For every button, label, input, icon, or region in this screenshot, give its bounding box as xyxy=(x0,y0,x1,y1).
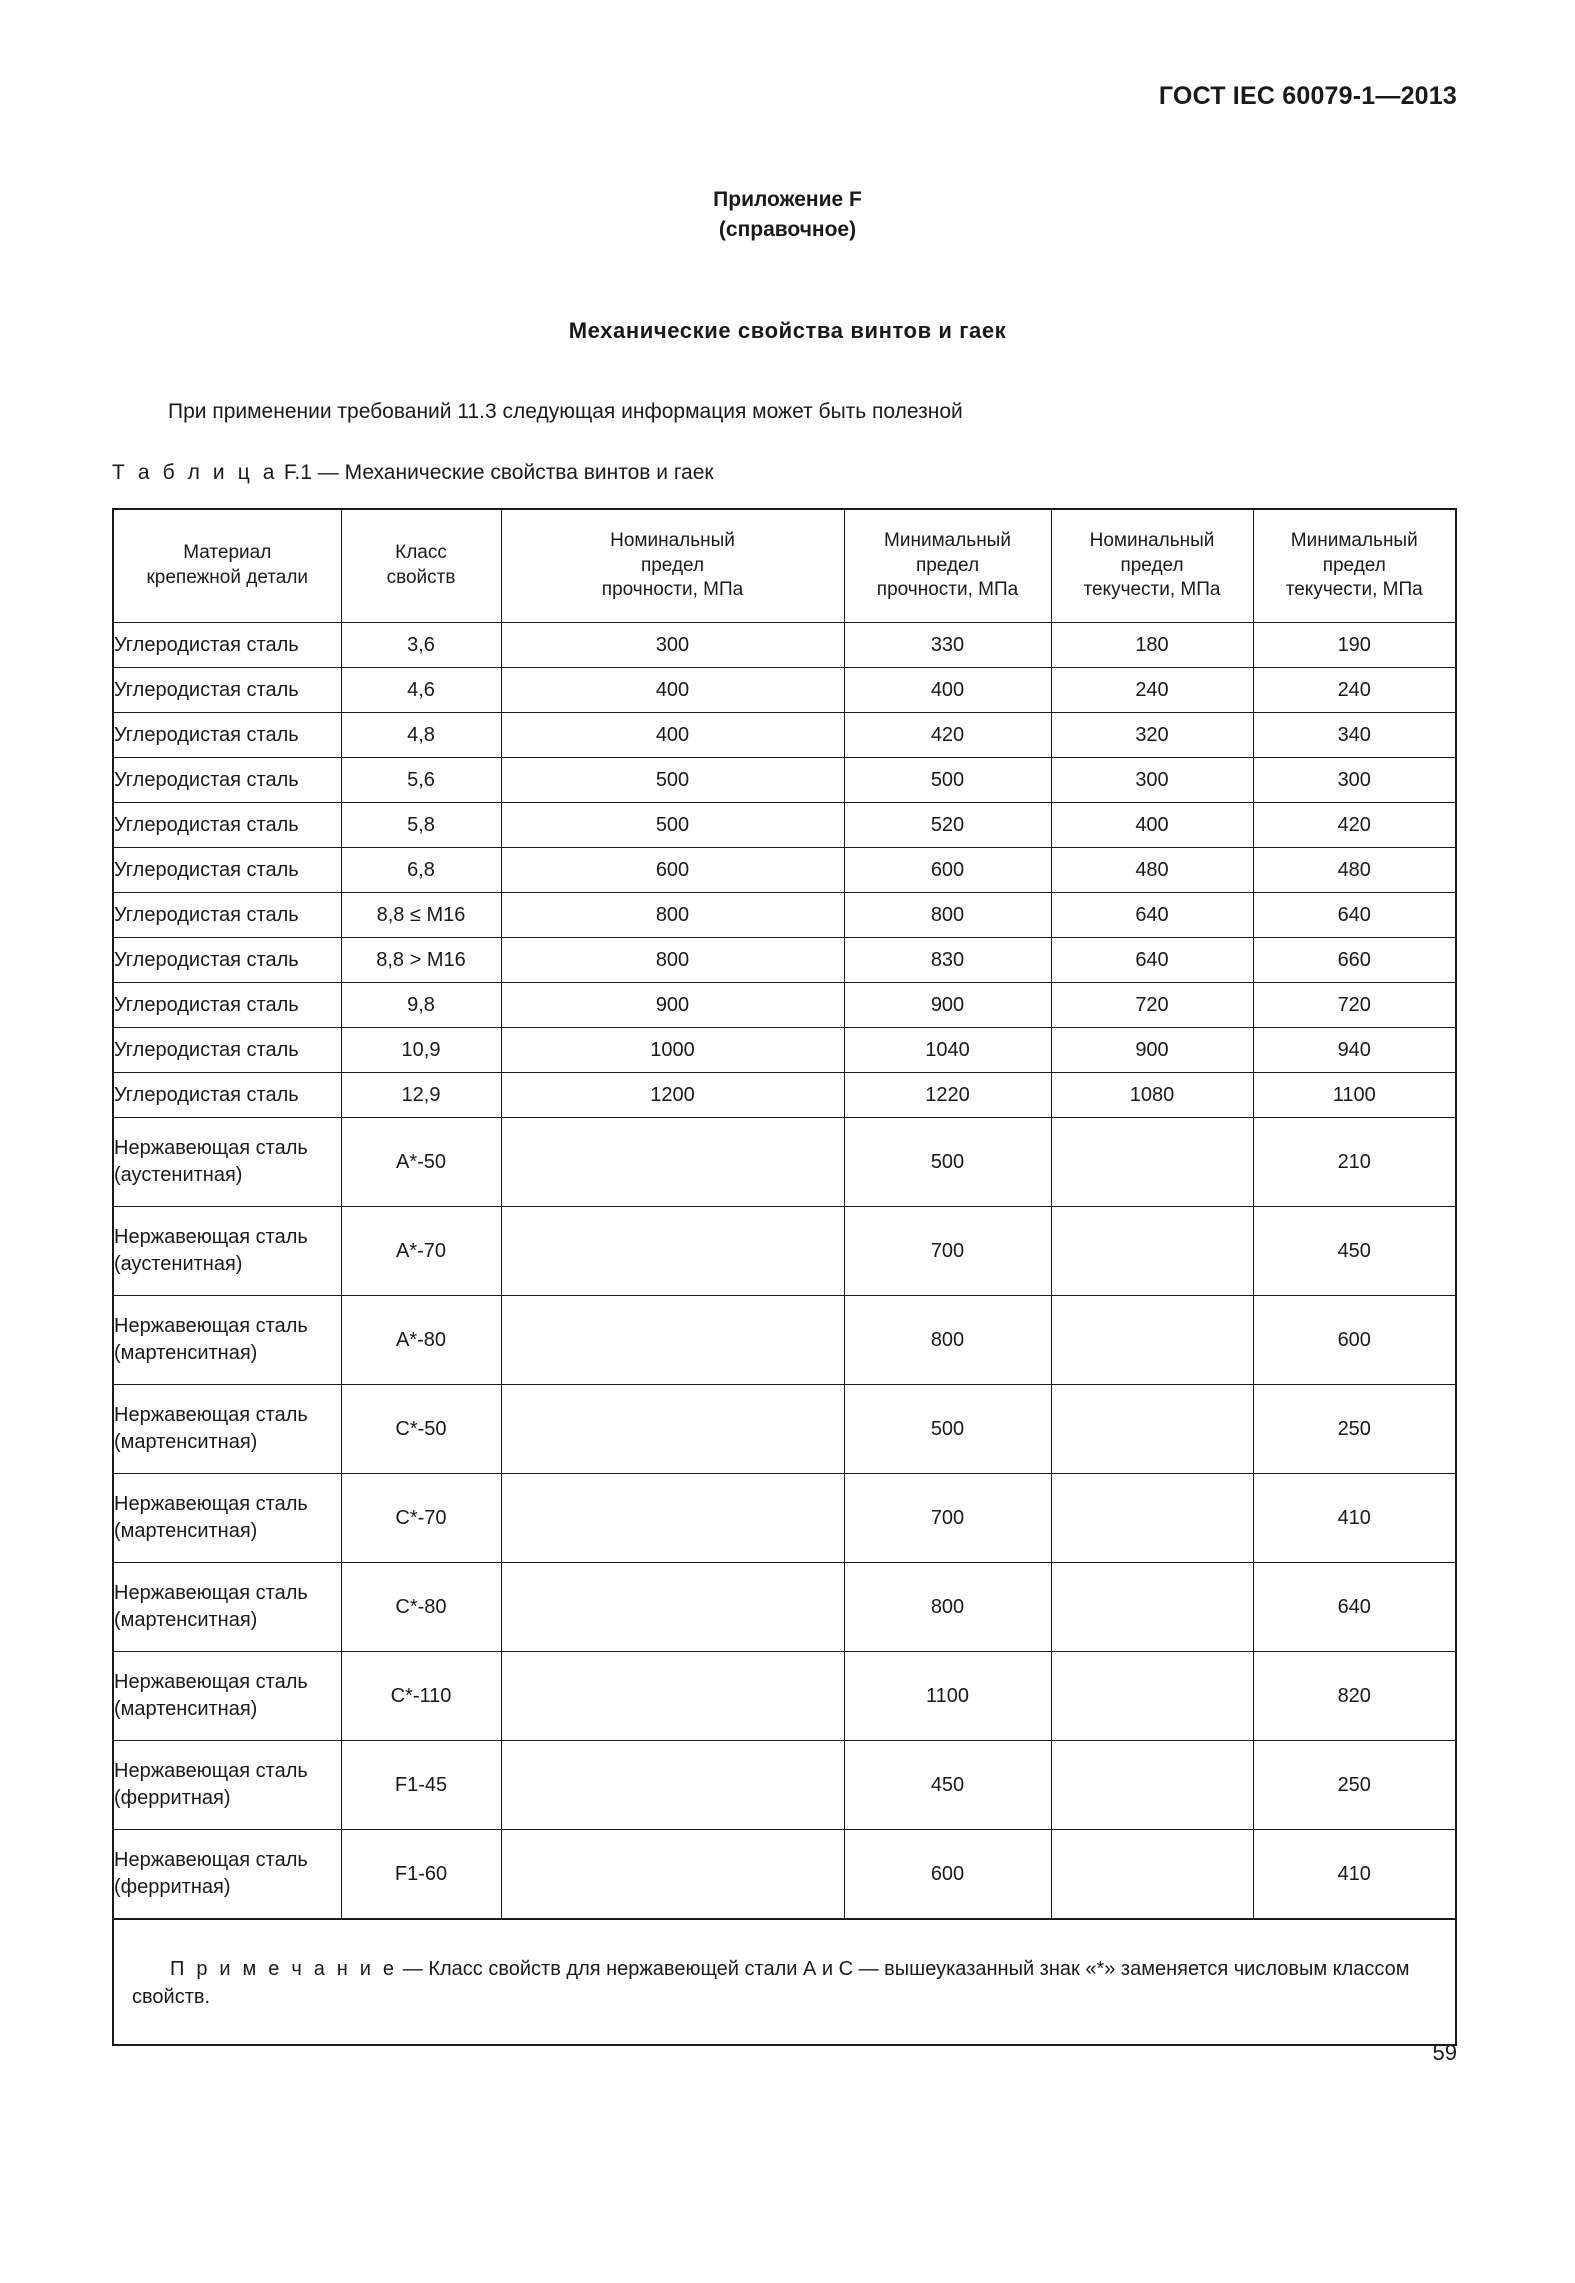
cell-property-class: 4,6 xyxy=(341,668,501,713)
col-header-material: Материал крепежной детали xyxy=(113,509,341,623)
col-header-nominal-yield: Номинальный предел текучести, МПа xyxy=(1051,509,1253,623)
material-name: Углеродистая сталь xyxy=(114,633,299,656)
mechanical-properties-table-wrapper xyxy=(112,508,1455,2046)
material-name: Углеродистая сталь xyxy=(114,1038,299,1061)
material-subtype: (мартенситная) xyxy=(114,1520,258,1542)
cell-nominal-yield: 480 xyxy=(1051,848,1253,893)
cell-nominal-yield xyxy=(1051,1652,1253,1741)
cell-nominal-yield: 300 xyxy=(1051,758,1253,803)
cell-nominal-tensile: 400 xyxy=(501,713,844,758)
cell-material xyxy=(113,1474,341,1563)
table-row xyxy=(113,758,1456,803)
cell-property-class: F1-45 xyxy=(341,1741,501,1830)
cell-nominal-yield xyxy=(1051,1385,1253,1474)
cell-material xyxy=(113,713,341,758)
cell-material xyxy=(113,1741,341,1830)
material-subtype: (мартенситная) xyxy=(114,1609,258,1631)
cell-nominal-tensile xyxy=(501,1474,844,1563)
material-name: Нержавеющая сталь xyxy=(114,1315,308,1337)
cell-material xyxy=(113,668,341,713)
cell-minimum-yield: 450 xyxy=(1253,1207,1456,1296)
cell-minimum-yield: 250 xyxy=(1253,1741,1456,1830)
cell-material xyxy=(113,623,341,668)
table-row xyxy=(113,1028,1456,1073)
cell-nominal-tensile: 900 xyxy=(501,983,844,1028)
table-row xyxy=(113,1563,1456,1652)
material-name: Нержавеющая сталь xyxy=(114,1849,308,1871)
cell-minimum-tensile: 800 xyxy=(844,1563,1051,1652)
table-row xyxy=(113,893,1456,938)
cell-minimum-tensile: 330 xyxy=(844,623,1051,668)
cell-nominal-tensile xyxy=(501,1118,844,1207)
cell-minimum-tensile: 450 xyxy=(844,1741,1051,1830)
material-name: Углеродистая сталь xyxy=(114,1083,299,1106)
cell-nominal-tensile xyxy=(501,1385,844,1474)
table-row xyxy=(113,1385,1456,1474)
cell-minimum-tensile: 600 xyxy=(844,848,1051,893)
table-row xyxy=(113,1296,1456,1385)
cell-minimum-yield: 1100 xyxy=(1253,1073,1456,1118)
annex-heading xyxy=(0,185,1575,245)
material-name: Нержавеющая сталь xyxy=(114,1404,308,1426)
cell-minimum-tensile: 400 xyxy=(844,668,1051,713)
annex-subtitle: (справочное) xyxy=(718,217,857,241)
cell-minimum-yield: 340 xyxy=(1253,713,1456,758)
material-name: Углеродистая сталь xyxy=(114,768,299,791)
cell-property-class: 6,8 xyxy=(341,848,501,893)
cell-minimum-yield: 940 xyxy=(1253,1028,1456,1073)
table-row xyxy=(113,1073,1456,1118)
cell-property-class: А*-70 xyxy=(341,1207,501,1296)
cell-material xyxy=(113,983,341,1028)
cell-minimum-yield: 250 xyxy=(1253,1385,1456,1474)
cell-nominal-tensile: 1000 xyxy=(501,1028,844,1073)
cell-nominal-tensile xyxy=(501,1652,844,1741)
cell-property-class: 5,8 xyxy=(341,803,501,848)
col-header-minimum-yield: Минимальный предел текучести, МПа xyxy=(1253,509,1456,623)
cell-minimum-tensile: 700 xyxy=(844,1474,1051,1563)
material-name: Нержавеющая сталь xyxy=(114,1137,308,1159)
table-caption xyxy=(112,461,714,485)
cell-nominal-yield xyxy=(1051,1207,1253,1296)
col-header-nominal-tensile: Номинальный предел прочности, МПа xyxy=(501,509,844,623)
cell-nominal-yield: 720 xyxy=(1051,983,1253,1028)
cell-nominal-tensile: 300 xyxy=(501,623,844,668)
cell-property-class: А*-80 xyxy=(341,1296,501,1385)
cell-nominal-tensile xyxy=(501,1207,844,1296)
material-subtype: (ферритная) xyxy=(114,1787,231,1809)
cell-property-class: 12,9 xyxy=(341,1073,501,1118)
table-row xyxy=(113,623,1456,668)
cell-property-class: А*-50 xyxy=(341,1118,501,1207)
cell-nominal-yield xyxy=(1051,1741,1253,1830)
table-caption-text: Механические свойства винтов и гаек xyxy=(344,461,714,484)
cell-minimum-tensile: 1100 xyxy=(844,1652,1051,1741)
cell-property-class: 8,8 > M16 xyxy=(341,938,501,983)
cell-material xyxy=(113,1652,341,1741)
cell-minimum-tensile: 800 xyxy=(844,893,1051,938)
cell-property-class: 5,6 xyxy=(341,758,501,803)
material-subtype: (мартенситная) xyxy=(114,1698,258,1720)
table-row xyxy=(113,848,1456,893)
table-note-body xyxy=(113,1919,1456,2045)
material-subtype: (аустенитная) xyxy=(114,1253,243,1275)
material-name: Нержавеющая сталь xyxy=(114,1760,308,1782)
cell-minimum-yield: 600 xyxy=(1253,1296,1456,1385)
cell-nominal-tensile: 400 xyxy=(501,668,844,713)
cell-material xyxy=(113,1073,341,1118)
table-row xyxy=(113,1118,1456,1207)
cell-minimum-tensile: 520 xyxy=(844,803,1051,848)
cell-minimum-yield: 720 xyxy=(1253,983,1456,1028)
table-row xyxy=(113,1830,1456,1920)
material-name: Углеродистая сталь xyxy=(114,678,299,701)
running-head: ГОСТ IEC 60079-1—2013 xyxy=(1158,82,1457,110)
cell-nominal-yield: 400 xyxy=(1051,803,1253,848)
cell-minimum-tensile: 600 xyxy=(844,1830,1051,1920)
material-subtype: (ферритная) xyxy=(114,1876,231,1898)
cell-material xyxy=(113,1385,341,1474)
cell-nominal-yield: 640 xyxy=(1051,893,1253,938)
cell-minimum-tensile: 500 xyxy=(844,1118,1051,1207)
table-caption-number: F.1 xyxy=(283,461,312,484)
cell-nominal-tensile: 500 xyxy=(501,758,844,803)
cell-nominal-tensile: 600 xyxy=(501,848,844,893)
cell-material xyxy=(113,1028,341,1073)
col-header-class: Класс свойств xyxy=(341,509,501,623)
cell-minimum-yield: 820 xyxy=(1253,1652,1456,1741)
cell-property-class: С*-110 xyxy=(341,1652,501,1741)
table-body xyxy=(113,623,1456,1920)
cell-nominal-tensile: 1200 xyxy=(501,1073,844,1118)
material-subtype: (мартенситная) xyxy=(114,1431,258,1453)
header-row xyxy=(113,509,1456,623)
cell-minimum-tensile: 700 xyxy=(844,1207,1051,1296)
cell-property-class: С*-80 xyxy=(341,1563,501,1652)
material-name: Нержавеющая сталь xyxy=(114,1582,308,1604)
table-row xyxy=(113,938,1456,983)
table-note-cell xyxy=(113,1919,1456,2045)
intro-paragraph: При применении требований 11.3 следующая информация может быть полезной xyxy=(168,400,963,423)
cell-property-class: С*-50 xyxy=(341,1385,501,1474)
section-title: Механические свойства винтов и гаек xyxy=(568,318,1007,343)
cell-nominal-yield xyxy=(1051,1830,1253,1920)
material-subtype: (аустенитная) xyxy=(114,1164,243,1186)
cell-minimum-yield: 660 xyxy=(1253,938,1456,983)
annex-title: Приложение F xyxy=(713,188,862,211)
cell-property-class: 4,8 xyxy=(341,713,501,758)
cell-minimum-yield: 210 xyxy=(1253,1118,1456,1207)
cell-nominal-tensile: 800 xyxy=(501,938,844,983)
cell-nominal-yield: 180 xyxy=(1051,623,1253,668)
cell-nominal-yield xyxy=(1051,1296,1253,1385)
cell-material xyxy=(113,1118,341,1207)
material-name: Нержавеющая сталь xyxy=(114,1226,308,1248)
cell-nominal-tensile: 800 xyxy=(501,893,844,938)
table-row xyxy=(113,1207,1456,1296)
cell-minimum-yield: 480 xyxy=(1253,848,1456,893)
cell-minimum-tensile: 800 xyxy=(844,1296,1051,1385)
cell-nominal-yield: 640 xyxy=(1051,938,1253,983)
cell-nominal-yield xyxy=(1051,1474,1253,1563)
cell-minimum-yield: 640 xyxy=(1253,893,1456,938)
material-name: Углеродистая сталь xyxy=(114,948,299,971)
cell-property-class: 8,8 ≤ M16 xyxy=(341,893,501,938)
material-name: Нержавеющая сталь xyxy=(114,1671,308,1693)
cell-minimum-tensile: 900 xyxy=(844,983,1051,1028)
table-caption-dash: — xyxy=(317,461,339,484)
cell-minimum-yield: 240 xyxy=(1253,668,1456,713)
cell-nominal-yield xyxy=(1051,1118,1253,1207)
cell-minimum-tensile: 1040 xyxy=(844,1028,1051,1073)
cell-nominal-yield: 320 xyxy=(1051,713,1253,758)
cell-material xyxy=(113,1563,341,1652)
material-name: Углеродистая сталь xyxy=(114,858,299,881)
cell-material xyxy=(113,1296,341,1385)
cell-material xyxy=(113,1830,341,1920)
cell-minimum-tensile: 500 xyxy=(844,1385,1051,1474)
table-row xyxy=(113,1741,1456,1830)
table-row xyxy=(113,1474,1456,1563)
cell-minimum-yield: 190 xyxy=(1253,623,1456,668)
table-row xyxy=(113,1652,1456,1741)
table-row xyxy=(113,668,1456,713)
material-name: Углеродистая сталь xyxy=(114,993,299,1016)
cell-minimum-yield: 420 xyxy=(1253,803,1456,848)
cell-minimum-tensile: 830 xyxy=(844,938,1051,983)
cell-minimum-yield: 410 xyxy=(1253,1830,1456,1920)
cell-property-class: 10,9 xyxy=(341,1028,501,1073)
col-header-minimum-tensile: Минимальный предел прочности, МПа xyxy=(844,509,1051,623)
cell-material xyxy=(113,1207,341,1296)
material-name: Углеродистая сталь xyxy=(114,903,299,926)
cell-minimum-yield: 410 xyxy=(1253,1474,1456,1563)
table-row xyxy=(113,713,1456,758)
cell-property-class: С*-70 xyxy=(341,1474,501,1563)
cell-property-class: F1-60 xyxy=(341,1830,501,1920)
page-number: 59 xyxy=(1432,2040,1457,2065)
table-row xyxy=(113,983,1456,1028)
cell-property-class: 3,6 xyxy=(341,623,501,668)
table-head xyxy=(113,509,1456,623)
table-note-body-text: — Класс свойств для нержавеющей стали А и С — вышеуказанный знак «*» заменяется числовым классом свойств. xyxy=(132,1957,1410,2008)
cell-minimum-tensile: 1220 xyxy=(844,1073,1051,1118)
cell-nominal-tensile xyxy=(501,1296,844,1385)
cell-material xyxy=(113,848,341,893)
material-name: Углеродистая сталь xyxy=(114,813,299,836)
cell-material xyxy=(113,803,341,848)
cell-nominal-yield: 1080 xyxy=(1051,1073,1253,1118)
cell-material xyxy=(113,758,341,803)
table-row xyxy=(113,803,1456,848)
cell-material xyxy=(113,893,341,938)
cell-minimum-tensile: 420 xyxy=(844,713,1051,758)
cell-nominal-tensile xyxy=(501,1563,844,1652)
material-name: Углеродистая сталь xyxy=(114,723,299,746)
cell-minimum-yield: 640 xyxy=(1253,1563,1456,1652)
cell-property-class: 9,8 xyxy=(341,983,501,1028)
cell-minimum-yield: 300 xyxy=(1253,758,1456,803)
table-note-row xyxy=(113,1919,1456,2045)
cell-nominal-yield: 900 xyxy=(1051,1028,1253,1073)
cell-nominal-tensile xyxy=(501,1741,844,1830)
material-subtype: (мартенситная) xyxy=(114,1342,258,1364)
table-note-lead: П р и м е ч а н и е xyxy=(170,1957,398,1980)
table-caption-label: Т а б л и ц а xyxy=(112,461,279,484)
cell-minimum-tensile: 500 xyxy=(844,758,1051,803)
cell-nominal-tensile: 500 xyxy=(501,803,844,848)
cell-nominal-yield: 240 xyxy=(1051,668,1253,713)
cell-nominal-tensile xyxy=(501,1830,844,1920)
cell-nominal-yield xyxy=(1051,1563,1253,1652)
material-name: Нержавеющая сталь xyxy=(114,1493,308,1515)
cell-material xyxy=(113,938,341,983)
mechanical-properties-table xyxy=(112,508,1457,2046)
